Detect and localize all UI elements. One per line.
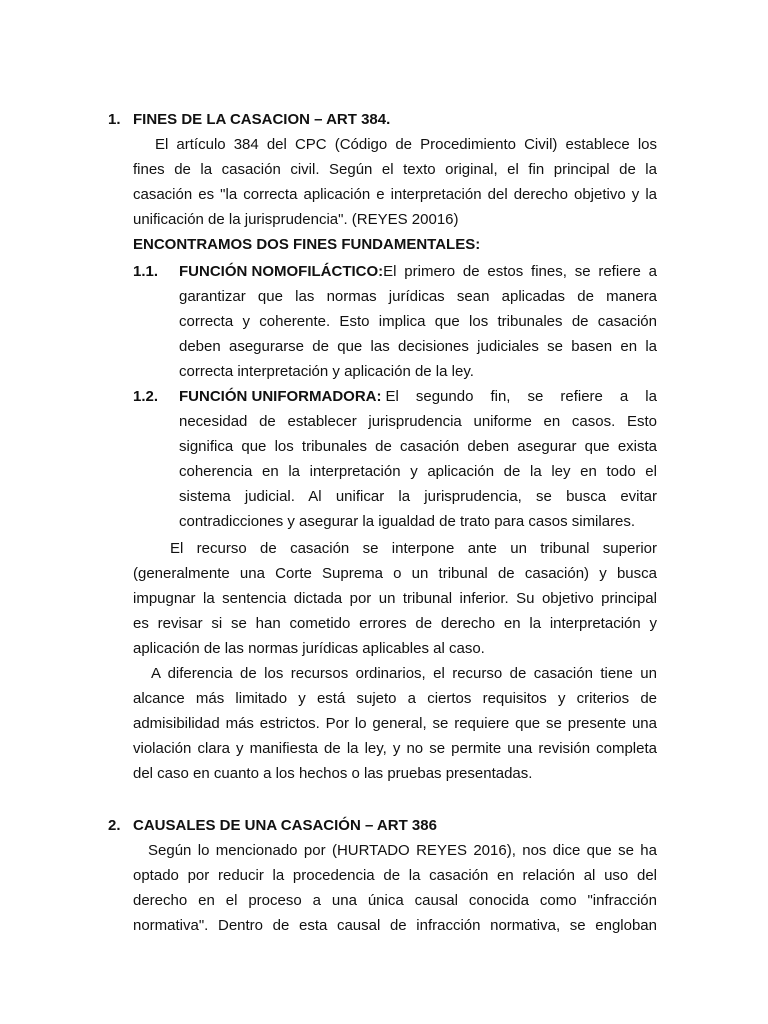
item-1-1-line-3: correcta y coherente. Esto implica que los tribunales de casación <box>179 313 657 330</box>
section-2-number: 2. <box>108 817 121 834</box>
section-2-line-1: Según lo mencionado por (HURTADO REYES 2016), nos dice que se ha <box>148 842 657 859</box>
item-1-1-title: FUNCIÓN NOMOFILÁCTICO: <box>179 263 384 280</box>
item-1-2-number: 1.2. <box>133 388 159 405</box>
section-1-intro-line-2: fines de la casación civil. Según el texto original, el fin principal de la <box>133 161 657 178</box>
paragraph-3-line-5: del caso en cuanto a los hechos o las pruebas presentadas. <box>133 765 533 782</box>
paragraph-2-line-5: aplicación de las normas jurídicas aplicables al caso. <box>133 640 485 657</box>
item-1-1-line-2: garantizar que las normas jurídicas sean aplicadas de manera <box>179 288 657 305</box>
section-2-line-3: derecho en el proceso a una única causal conocida como "infracción <box>133 892 657 909</box>
section-1-intro-line-1: El artículo 384 del CPC (Código de Procedimiento Civil) establece los <box>155 136 657 153</box>
item-1-2-first-line <box>179 387 657 407</box>
item-1-2-line-1: El segundo fin, se refiere a la <box>385 388 657 405</box>
paragraph-3-line-2: alcance más limitado y está sujeto a ciertos requisitos y criterios de <box>133 690 657 707</box>
section-2-line-2: optado por reducir la procedencia de la casación en relación al uso del <box>133 867 657 884</box>
item-1-2-line-2: necesidad de establecer jurisprudencia uniforme en casos. Esto <box>179 413 657 430</box>
section-1-intro-line-4: unificación de la jurisprudencia". (REYES 20016) <box>133 211 459 228</box>
item-1-2-line-4: coherencia en la interpretación y aplicación de la ley en todo el <box>179 463 657 480</box>
item-1-2-title: FUNCIÓN UNIFORMADORA: <box>179 388 382 405</box>
item-1-1-number: 1.1. <box>133 263 159 280</box>
paragraph-2-line-3: impugnar la sentencia dictada por un tribunal inferior. Su objetivo principal <box>133 590 657 607</box>
paragraph-2-line-4: es revisar si se han cometido errores de derecho en la interpretación y <box>133 615 657 632</box>
item-1-2-line-3: significa que los tribunales de casación deben asegurar que exista <box>179 438 657 455</box>
paragraph-3-line-1: A diferencia de los recursos ordinarios, el recurso de casación tiene un <box>151 665 657 682</box>
section-1-subheading: ENCONTRAMOS DOS FINES FUNDAMENTALES: <box>133 236 481 253</box>
paragraph-2-line-1: El recurso de casación se interpone ante un tribunal superior <box>170 540 657 557</box>
paragraph-3-line-3: admisibilidad más estrictos. Por lo general, se requiere que se presente una <box>133 715 657 732</box>
section-1-intro-line-3: casación es "la correcta aplicación e interpretación del derecho objetivo y la <box>133 186 657 203</box>
item-1-1-first-line <box>179 262 657 282</box>
item-1-1-line-5: correcta interpretación y aplicación de la ley. <box>179 363 474 380</box>
item-1-2-line-5: sistema judicial. Al unificar la jurisprudencia, se busca evitar <box>179 488 657 505</box>
item-1-2-line-6: contradicciones y asegurar la igualdad de trato para casos similares. <box>179 513 636 530</box>
paragraph-3-line-4: violación clara y manifiesta de la ley, y no se permite una revisión completa <box>133 740 657 757</box>
section-2-line-4: normativa". Dentro de esta causal de infracción normativa, se engloban <box>133 917 657 934</box>
item-1-1-line-1: El primero de estos fines, se refiere a <box>383 263 657 280</box>
paragraph-2-line-2: (generalmente una Corte Suprema o un tribunal de casación) y busca <box>133 565 657 582</box>
section-1-heading: FINES DE LA CASACION – ART 384. <box>133 111 391 128</box>
item-1-1-line-4: deben asegurarse de que las decisiones judiciales se basen en la <box>179 338 657 355</box>
section-1-number: 1. <box>108 111 121 128</box>
section-2-heading: CAUSALES DE UNA CASACIÓN – ART 386 <box>133 817 437 834</box>
